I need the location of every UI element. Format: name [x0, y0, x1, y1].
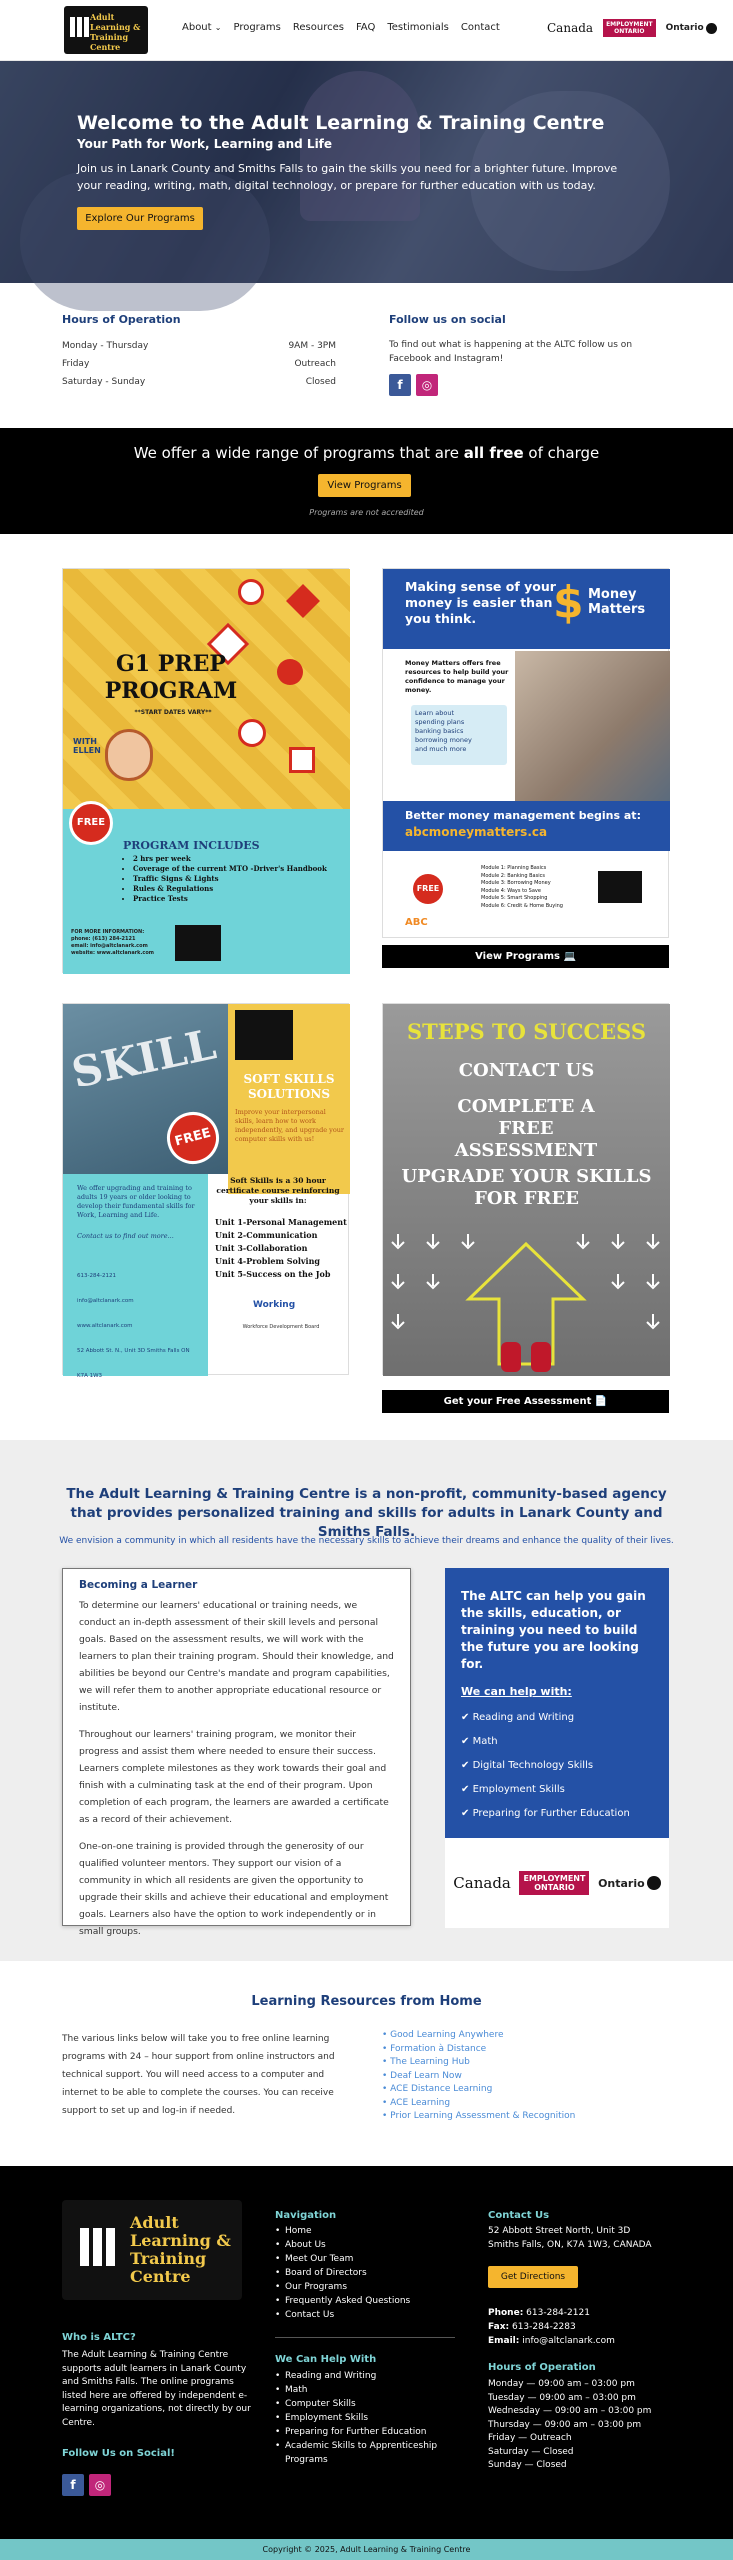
footer-nav-link[interactable]: • Board of Directors — [275, 2266, 410, 2280]
steps-title: STEPS TO SUCCESS — [406, 1019, 647, 1044]
check-icon: ✔ — [461, 1760, 470, 1771]
ontario-label: Ontario — [598, 1876, 645, 1890]
help-item — [461, 1736, 653, 1747]
ontario-logo — [598, 1876, 661, 1890]
footer-help-item: • Employment Skills — [275, 2411, 455, 2425]
money-matters-flyer[interactable] — [382, 568, 669, 938]
g1-info: FOR MORE INFORMATION: — [71, 929, 145, 935]
soft-skills-flyer[interactable] — [62, 1003, 349, 1379]
instagram-icon[interactable]: ◎ — [416, 374, 438, 396]
emp-line: ONTARIO — [614, 28, 645, 35]
footer-follow-title: Follow Us on Social! — [62, 2448, 175, 2459]
facebook-icon[interactable]: f — [62, 2474, 84, 2496]
who-text: The Adult Learning & Training Centre supports adult learners in Lanark County and Smiths Falls. The online programs listed here are offered by independent e-learning organizations, not directly by our Centre. — [62, 2350, 251, 2428]
resources-title: Learning Resources from Home — [251, 1994, 482, 2009]
module-item: Module 5: Smart Shopping — [481, 895, 548, 901]
hours-time: Outreach — [294, 359, 336, 369]
includes-item: • Practice Tests — [133, 894, 327, 904]
ss-contact-line: 52 Abbott St. N., Unit 3D Smiths Falls ON K7A 1W3 — [77, 1348, 190, 1379]
resource-link[interactable]: • ACE Learning — [382, 2097, 451, 2108]
money-url[interactable]: abcmoneymatters.ca — [405, 825, 548, 839]
canada-wordmark: Canada — [453, 1874, 511, 1892]
avatar — [105, 729, 153, 781]
help-item — [461, 1760, 653, 1771]
main-nav — [182, 22, 500, 33]
partner-logos-box — [445, 1838, 669, 1928]
check-icon: ✔ — [461, 1784, 470, 1795]
learn-box — [411, 705, 507, 765]
ss-unit: Unit 5-Success on the Job — [215, 1269, 331, 1279]
nav-resources[interactable]: Resources — [292, 22, 344, 33]
g1-title-line: G1 PREP — [116, 651, 226, 677]
resource-link-label: Formation à Distance — [390, 2043, 487, 2054]
footer-nav-link[interactable]: • Contact Us — [275, 2308, 410, 2322]
money-modules — [481, 865, 563, 910]
free-assessment-button[interactable] — [382, 1390, 669, 1413]
footer-help-item: • Preparing for Further Education — [275, 2425, 455, 2439]
learn-title: Learn about — [415, 709, 454, 717]
dollar-icon: $ — [553, 577, 584, 628]
fax-label: Fax: — [488, 2322, 510, 2332]
nav-faq[interactable]: FAQ — [355, 22, 376, 33]
resource-link[interactable]: • The Learning Hub — [382, 2057, 470, 2067]
module-item: Module 1: Planning Basics — [481, 865, 547, 871]
help-list — [461, 1712, 653, 1819]
resource-link-label: Good Learning Anywhere — [390, 2030, 504, 2040]
help-heading: The ALTC can help you gain the skills, education, or training you need to build the future you are looking for. — [461, 1589, 646, 1671]
sign-icon — [277, 659, 303, 685]
nav-contact[interactable]: Contact — [460, 22, 500, 33]
g1-contact-line: phone: (613) 284-2121 — [71, 936, 136, 942]
ss-contact-line: 613-284-2121 — [77, 1273, 116, 1279]
ontario-logo — [666, 23, 717, 34]
g1-with: WITH ELLEN — [73, 737, 101, 755]
footer-address — [488, 2225, 652, 2252]
laptop-icon: 💻 — [563, 951, 576, 962]
facebook-icon[interactable]: f — [389, 374, 411, 396]
follow-text: To find out what is happening at the ALTC follow us on Facebook and Instagram! — [389, 340, 633, 364]
check-icon: ✔ — [461, 1736, 470, 1747]
logo-line: Centre — [90, 42, 121, 52]
resource-link[interactable]: • Deaf Learn Now — [382, 2070, 462, 2081]
resource-link-label: Deaf Learn Now — [390, 2070, 462, 2081]
footer-help-item: • Math — [275, 2383, 455, 2397]
ss-units — [215, 1216, 347, 1281]
couple-photo — [515, 651, 670, 801]
money-better: Better money management begins at: — [405, 809, 641, 822]
emp-line: EMPLOYMENT — [523, 1874, 586, 1883]
steps-to-success-flyer[interactable] — [382, 1003, 669, 1375]
resource-link[interactable]: • Formation à Distance — [382, 2043, 487, 2054]
band-text — [0, 444, 733, 462]
altc-logo — [235, 1010, 293, 1060]
includes-item: • Coverage of the current MTO -Driver's Handbook — [133, 864, 327, 874]
footer-logo[interactable] — [62, 2200, 242, 2300]
soft-skills-title — [228, 1072, 350, 1102]
help-item-label: Math — [472, 1736, 498, 1747]
about-heading: The Adult Learning & Training Centre is a non-profit, community-based agency that provides personalized training and skills for adults in Lanark County and Smiths Falls. — [66, 1486, 667, 1540]
nav-about-label: About — [182, 22, 212, 33]
learner-paragraph: Throughout our learners' training program, we monitor their progress and assist them where needed to ensure their success. Learners complete milestones as they work towards their goal and finish with a culminating task at the end of their program. Upon completion of each program, the learners are awarded a certificate as a record of their achievement. — [79, 1729, 389, 1825]
ss-left-text: We offer upgrading and training to adults 19 years or older looking to develop their fundamental skills for Work, Learning and Life. — [77, 1184, 195, 1219]
help-item-label: Reading and Writing — [472, 1712, 575, 1723]
resource-link[interactable]: • Good Learning Anywhere — [382, 2030, 504, 2040]
hours-day: Friday — [62, 359, 90, 369]
learner-paragraph: To determine our learners' educational or training needs, we conduct an in-depth assessment of their skill levels and personal goals. Based on the assessment results, we will work with the learners to plan their training program. Should their knowledge, and abilities be beyond our Centre's mandate and program capabilities, we will refer them to another appropriate educational resource or institute. — [79, 1600, 394, 1713]
module-item: Module 4: Ways to Save — [481, 887, 541, 894]
footer-hours-title: Hours of Operation — [488, 2362, 596, 2373]
free-badge: FREE — [69, 801, 113, 845]
explore-programs-button[interactable]: Explore Our Programs — [77, 207, 203, 230]
check-icon: ✔ — [461, 1808, 470, 1819]
emp-line: EMPLOYMENT — [606, 21, 653, 28]
footer-contact-title: Contact Us — [488, 2210, 550, 2221]
hours-line: Tuesday — 09:00 am – 03:00 pm — [488, 2392, 636, 2403]
footer-nav-title: Navigation — [275, 2210, 337, 2221]
phone-label: Phone: — [488, 2308, 524, 2318]
soft-skills-blurb: Improve your interpersonal skills, learn how to work independently, and upgrade your computer skills with us! — [235, 1108, 345, 1143]
learn-item: banking basics — [415, 727, 464, 735]
hours-day: Saturday - Sunday — [62, 377, 146, 387]
money-intro: Money Matters offers free resources to help build your confidence to manage your money. — [405, 659, 509, 694]
includes-item: • Traffic Signs & Lights — [133, 874, 327, 884]
resource-link-label: ACE Distance Learning — [390, 2084, 493, 2094]
footer-help-item: • Computer Skills — [275, 2397, 455, 2411]
free-assessment-label: Get your Free Assessment — [443, 1396, 592, 1407]
help-item-label: Preparing for Further Education — [472, 1808, 630, 1819]
site-header — [0, 0, 733, 61]
free-badge: FREE — [413, 874, 443, 904]
ontario-trillium-icon — [647, 1876, 661, 1890]
ss-unit: Unit 2-Communication — [215, 1230, 318, 1240]
resources-text: The various links below will take you to free online learning programs with 24 – hour support from online instructors and technical support. You will need access to a computer and internet to be able to complete the courses. You can receive support to set up and log-in if needed. — [62, 2034, 335, 2116]
hours-line: Sunday — Closed — [488, 2460, 567, 2470]
footer-nav-link[interactable]: • Frequently Asked Questions — [275, 2294, 410, 2308]
g1-title-line: PROGRAM — [104, 678, 238, 704]
learner-paragraph: One-on-one training is provided through the generosity of our qualified volunteer mentors. They support our vision of a community in which all residents are given the opportunity to upgrade their skills and achieve their educational and employment goals. Learners also have the option to work independently or in small groups. — [79, 1841, 389, 1937]
g1-prep-flyer[interactable] — [62, 568, 349, 973]
view-programs-label: View Programs — [475, 951, 560, 962]
chevron-down-icon: ⌄ — [214, 23, 222, 32]
ss-unit: Unit 1-Personal Management — [215, 1217, 347, 1227]
module-item: Module 6: Credit & Home Buying — [481, 902, 563, 909]
includes-list — [133, 854, 327, 904]
check-icon: ✔ — [461, 1712, 470, 1723]
logo-line: Centre — [130, 2267, 191, 2286]
help-title: We can help with: — [461, 1685, 572, 1698]
becoming-learner-box — [62, 1568, 411, 1937]
hours-line: Saturday — Closed — [488, 2446, 574, 2457]
footer-nav-link[interactable]: • Home — [275, 2224, 410, 2238]
logo-line: Training — [90, 32, 129, 42]
email-value[interactable]: info@altclanark.com — [522, 2336, 615, 2346]
resource-link-label: ACE Learning — [390, 2097, 451, 2108]
email-line — [488, 2334, 615, 2348]
footer-social — [62, 2474, 111, 2496]
emp-line: ONTARIO — [534, 1883, 575, 1892]
copyright: Copyright © 2025, Adult Learning & Training Centre — [0, 2539, 733, 2560]
footer-nav-link[interactable]: • Meet Our Team — [275, 2252, 410, 2266]
employment-ontario-logo — [519, 1871, 589, 1895]
ss-contact-line: info@altclanark.com — [77, 1298, 134, 1304]
logo-line: Learning & — [90, 22, 141, 32]
phone-value[interactable]: 613-284-2121 — [526, 2308, 590, 2318]
resource-link[interactable]: • Prior Learning Assessment & Recognition — [382, 2111, 576, 2121]
includes-item: • 2 hrs per week — [133, 854, 327, 864]
logo-text — [90, 12, 140, 52]
hero-subtitle: Your Path for Work, Learning and Life — [77, 137, 333, 151]
ss-unit: Unit 4-Problem Solving — [215, 1256, 320, 1266]
follow-title: Follow us on social — [389, 313, 506, 326]
logo-line: Training — [130, 2249, 207, 2268]
partner-logos — [547, 19, 717, 37]
footer-divider — [275, 2337, 455, 2338]
hours-row — [62, 341, 336, 351]
hours-title: Hours of Operation — [62, 313, 181, 326]
nav-about[interactable] — [182, 22, 221, 33]
footer-help-list — [275, 2369, 455, 2467]
hours-time: 9AM - 3PM — [288, 341, 336, 351]
footer-hours — [488, 2378, 651, 2473]
learn-item: spending plans — [415, 718, 465, 726]
footer-help-item: • Reading and Writing — [275, 2369, 455, 2383]
band-text-a: We offer a wide range of programs that are — [133, 444, 464, 462]
ss-unit: Unit 3-Collaboration — [215, 1243, 308, 1253]
social-links — [389, 374, 438, 396]
hours-line: Monday — 09:00 am – 03:00 pm — [488, 2379, 635, 2389]
view-programs-button[interactable]: View Programs — [318, 474, 411, 497]
hours-line: Wednesday — 09:00 am – 03:00 pm — [488, 2406, 652, 2416]
nav-testimonials[interactable]: Testimonials — [387, 22, 449, 33]
footer-phones — [488, 2306, 615, 2348]
g1-title — [71, 651, 271, 705]
altc-logo — [175, 925, 221, 961]
instagram-icon[interactable]: ◎ — [89, 2474, 111, 2496]
logo-line: Adult — [130, 2213, 179, 2232]
ss-contacts — [77, 1264, 202, 1389]
help-item — [461, 1808, 653, 1819]
help-item — [461, 1784, 653, 1795]
get-directions-button[interactable]: Get Directions — [488, 2266, 578, 2288]
resource-link-label: Prior Learning Assessment & Recognition — [390, 2111, 576, 2121]
help-item — [461, 1712, 653, 1723]
help-box — [445, 1568, 669, 1838]
fax-value: 613-284-2283 — [511, 2322, 576, 2332]
money-headline: Making sense of your money is easier than you think. — [405, 579, 556, 626]
hours-day: Monday - Thursday — [62, 341, 149, 351]
employment-ontario-logo — [603, 19, 656, 37]
abc-logo: ABC — [405, 917, 428, 928]
steps-line: CONTACT US — [458, 1060, 595, 1081]
hours-line: Friday — Outreach — [488, 2433, 572, 2443]
band-text-bold: all free — [463, 444, 524, 462]
resources-links — [382, 2029, 575, 2124]
brand-line: Matters — [588, 602, 646, 617]
band-text-c: of charge — [523, 444, 600, 462]
board-text: Workforce Development Board — [242, 1324, 320, 1330]
ontario-trillium-icon — [706, 23, 717, 34]
ss-find: Contact us to find out more... — [77, 1232, 174, 1240]
address-line: Smiths Falls, ON, K7A 1W3, CANADA — [488, 2239, 652, 2250]
logo-line: Adult — [90, 12, 115, 22]
brand-line: Money — [588, 587, 637, 602]
address-line: 52 Abbott Street North, Unit 3D — [488, 2226, 631, 2236]
includes-title: PROGRAM INCLUDES — [123, 839, 260, 852]
hours-time: Closed — [305, 377, 336, 387]
includes-item: • Rules & Regulations — [133, 884, 327, 894]
footer-help-title: We Can Help With — [275, 2354, 377, 2365]
g1-contact — [71, 929, 154, 957]
document-icon: 📄 — [594, 1396, 608, 1407]
fax-line — [488, 2320, 615, 2334]
footer-help-item: • Academic Skills to Apprenticeship Programs — [275, 2439, 455, 2467]
resource-link-label: The Learning Hub — [390, 2057, 470, 2067]
vision-text: We envision a community in which all residents have the necessary skills to achieve their dreams and enhance the quality of their lives. — [59, 1536, 674, 1546]
money-brand — [588, 587, 645, 617]
phone-line — [488, 2306, 615, 2320]
g1-contact-line: email: info@altclanark.com — [71, 943, 148, 949]
logo-line: Learning & — [130, 2231, 231, 2250]
footer-nav-link[interactable]: • About Us — [275, 2238, 410, 2252]
sign-icon — [238, 719, 266, 747]
hours-row — [62, 377, 336, 387]
resource-link[interactable]: • ACE Distance Learning — [382, 2084, 493, 2094]
steps-line: UPGRADE YOUR SKILLS FOR FREE — [401, 1166, 652, 1209]
help-item-label: Employment Skills — [472, 1784, 565, 1795]
ss-contact-line: www.altclanark.com — [77, 1323, 133, 1329]
ss-course: Soft Skills is a 30 hour certificate course reinforcing your skills in: — [216, 1176, 340, 1205]
footer-nav-link[interactable]: • Our Programs — [275, 2280, 410, 2294]
skill-word: SKILL — [67, 1019, 221, 1098]
view-programs-card-button[interactable] — [382, 945, 669, 968]
g1-dates: **START DATES VARY** — [134, 709, 212, 716]
sign-icon — [289, 747, 315, 773]
g1-contact-line: website: www.altclanark.com — [71, 950, 155, 956]
who-title: Who is ALTC? — [62, 2332, 136, 2343]
altc-logo — [598, 871, 642, 903]
arrows-graphic — [383, 1224, 670, 1376]
steps-line: COMPLETE A FREE ASSESSMENT — [454, 1096, 598, 1161]
band-note: Programs are not accredited — [309, 508, 424, 517]
logo-text — [130, 2214, 231, 2286]
canada-wordmark: Canada — [547, 21, 594, 35]
becoming-title: Becoming a Learner — [79, 1579, 198, 1591]
logo-bars-icon — [70, 17, 91, 40]
altc-logo[interactable] — [64, 6, 148, 54]
nav-programs[interactable]: Programs — [233, 22, 281, 33]
hours-line: Thursday — 09:00 am – 03:00 pm — [488, 2419, 642, 2430]
learn-item: and much more — [415, 745, 467, 753]
module-item: Module 3: Borrowing Money — [481, 880, 551, 886]
hours-row — [62, 359, 336, 369]
module-item: Module 2: Banking Basics — [481, 872, 545, 879]
email-label: Email: — [488, 2336, 520, 2346]
hero-title: Welcome to the Adult Learning & Training Centre — [77, 112, 605, 134]
ss-title-line: SOFT SKILLS — [243, 1072, 335, 1086]
sign-icon — [238, 579, 264, 605]
logo-bars-icon — [80, 2228, 115, 2269]
ss-title-line: SOLUTIONS — [248, 1087, 330, 1101]
hero-text: Join us in Lanark County and Smiths Falls to gain the skills you need for a brighter future. Improve your reading, writing, math, digital technology, or prepare for further education with us today. — [77, 162, 618, 192]
footer-nav — [275, 2224, 410, 2322]
free-badge: FREE — [161, 1106, 225, 1170]
learn-item: borrowing money — [415, 736, 472, 744]
help-item-label: Digital Technology Skills — [472, 1760, 594, 1771]
working-logo: Working — [253, 1300, 296, 1310]
ontario-label: Ontario — [665, 23, 704, 33]
